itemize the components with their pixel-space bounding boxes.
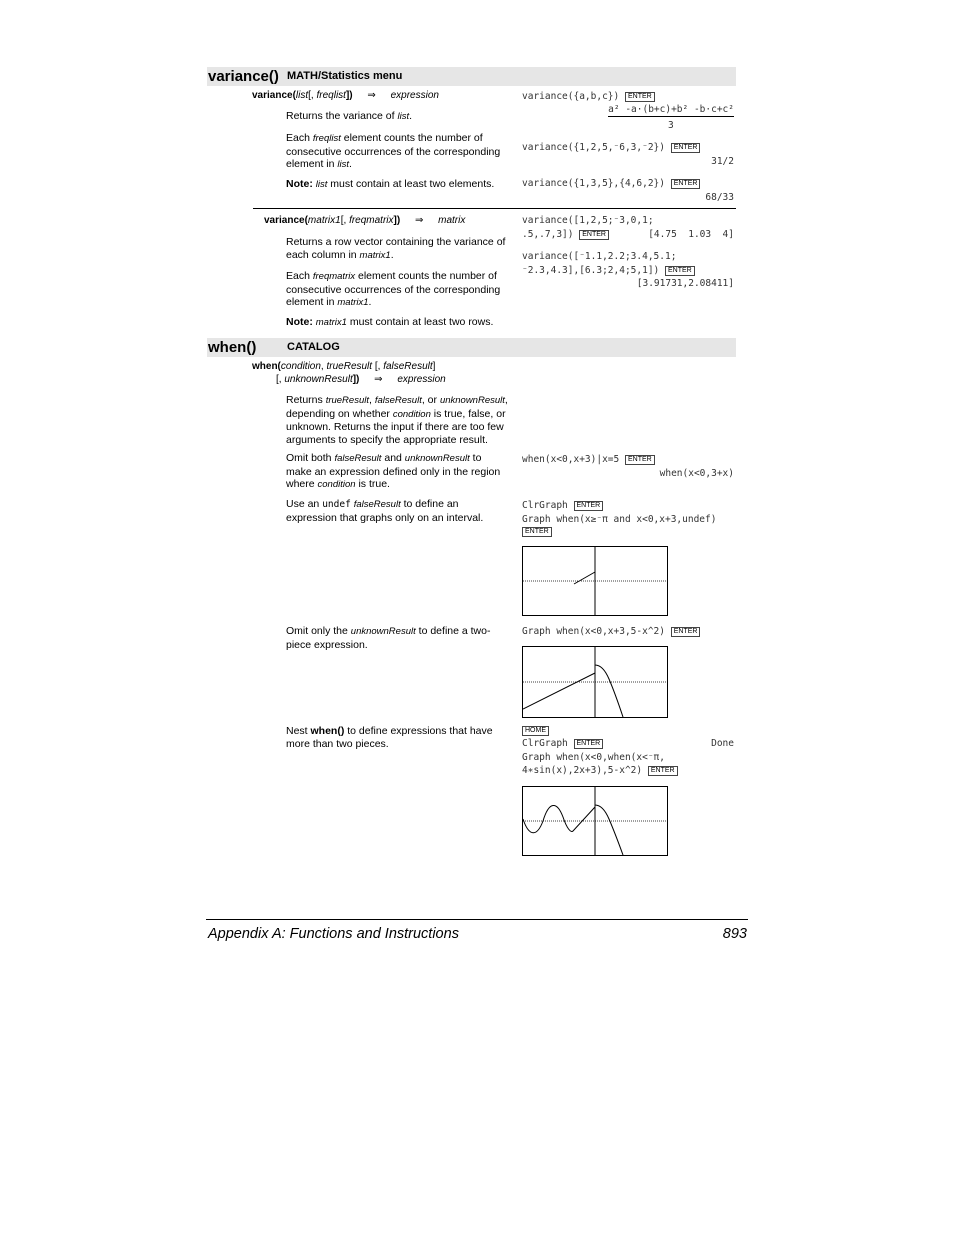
- example-result: [522, 103, 734, 116]
- divider: [253, 208, 736, 209]
- optional-bracket: ]: [432, 361, 436, 372]
- close-paren: ]): [345, 90, 353, 101]
- syntax-line: [276, 373, 446, 386]
- example-result: [3.91731,2.08411]: [636, 278, 734, 289]
- argument: condition: [317, 479, 356, 490]
- text: is true.: [355, 478, 390, 490]
- argument: freqlist: [312, 133, 341, 144]
- enter-key-icon: ENTER: [671, 143, 701, 153]
- enter-key-icon: ENTER: [574, 501, 604, 511]
- graph-screen-nested: [522, 786, 668, 856]
- text: , depending on whether: [286, 394, 508, 420]
- arrow-icon: ⇒: [367, 90, 376, 101]
- argument: falseResult: [383, 361, 433, 372]
- argument: trueResult: [326, 361, 373, 372]
- function-name: when(): [310, 725, 345, 737]
- argument: matrix1: [315, 317, 347, 328]
- argument: condition: [392, 408, 431, 420]
- text: must contain at least two rows.: [346, 316, 494, 328]
- argument: unknownResult: [439, 395, 505, 406]
- return-type: expression: [397, 374, 446, 385]
- optional-bracket: [,: [340, 215, 350, 226]
- section-header-when: [207, 338, 736, 357]
- text: .: [390, 248, 394, 261]
- enter-key-icon: ENTER: [665, 266, 695, 276]
- graph-screen-interval: [522, 546, 668, 616]
- argument: freqmatrix: [312, 271, 356, 282]
- example-command: [522, 724, 549, 737]
- arrow-icon: ⇒: [414, 215, 424, 226]
- home-key-icon: HOME: [522, 726, 549, 736]
- text: Returns the variance of: [286, 110, 398, 122]
- argument: list: [337, 159, 349, 170]
- description: [286, 110, 508, 124]
- function-name: variance(: [264, 215, 308, 226]
- example-command: [522, 737, 603, 750]
- plot-curve-right: [595, 665, 623, 717]
- fraction-numerator: a² -a·(b+c)+b² -b·c+c²: [608, 104, 734, 115]
- argument: trueResult: [325, 395, 369, 406]
- command-text: variance({a,b,c}): [522, 91, 620, 102]
- page-number: 893: [722, 926, 747, 942]
- graph-screen-two-piece: [522, 646, 668, 718]
- text: must contain at least two elements.: [327, 178, 495, 190]
- enter-key-icon: ENTER: [671, 627, 701, 637]
- command-text: Graph when(x<0,x+3,5-x^2): [522, 626, 665, 637]
- syntax-line: [252, 89, 439, 102]
- enter-key-icon: ENTER: [671, 179, 701, 189]
- example-command: [522, 141, 700, 154]
- optional-bracket: [,: [308, 90, 317, 101]
- menu-location: MATH/Statistics menu: [287, 70, 403, 82]
- argument: falseResult: [334, 453, 382, 464]
- plot-line: [574, 572, 595, 584]
- example-command: [522, 453, 655, 466]
- enter-key-icon: ENTER: [522, 527, 552, 537]
- example-command: [522, 764, 678, 777]
- description: [286, 498, 508, 524]
- argument: falseResult: [353, 499, 401, 510]
- argument: list: [295, 90, 309, 101]
- argument: unknownResult: [284, 374, 353, 385]
- example-command: variance([⁻1.1,2.2;3.4,5.1;: [522, 251, 677, 262]
- enter-key-icon: ENTER: [625, 92, 655, 102]
- example-command: [522, 625, 700, 638]
- command-text: when(x<0,x+3)|x=5: [522, 454, 620, 465]
- text: and: [381, 452, 405, 464]
- argument: list: [315, 179, 328, 190]
- text: Returns: [286, 394, 326, 406]
- enter-key-icon: ENTER: [625, 455, 655, 465]
- description: [286, 270, 508, 310]
- command-text: variance({1,3,5},{4,6,2}): [522, 178, 665, 189]
- return-type: expression: [390, 90, 439, 101]
- example-command: [522, 264, 695, 277]
- syntax-line: [264, 214, 465, 227]
- footer-title: Appendix A: Functions and Instructions: [208, 926, 459, 942]
- argument: matrix1: [337, 297, 369, 308]
- example-command: [522, 90, 655, 103]
- example-result: 31/2: [711, 156, 734, 167]
- plot-curve-left: [523, 805, 595, 832]
- argument: matrix1: [307, 215, 341, 226]
- menu-location: CATALOG: [287, 341, 340, 353]
- close-paren: ]): [393, 215, 401, 226]
- example-command: [522, 228, 609, 241]
- note: [286, 316, 508, 330]
- example-command: [522, 177, 700, 190]
- command-text: ClrGraph: [522, 500, 568, 511]
- text: is true, false, or unknown. Returns the input if there are too few arguments to specify the appropriate result.: [286, 407, 506, 446]
- function-name: variance(: [252, 90, 296, 101]
- argument: unknownResult: [404, 453, 470, 464]
- section-header-variance: [207, 67, 736, 86]
- command-text: 4∗sin(x),2x+3),5-x^2): [522, 765, 643, 776]
- text: Omit only the: [286, 625, 351, 637]
- arrow-icon: ⇒: [374, 374, 383, 385]
- text: .: [368, 296, 372, 308]
- syntax-line: when(condition, trueResult [, falseResult]: [252, 361, 436, 372]
- enter-key-icon: ENTER: [648, 766, 678, 776]
- argument: freqlist: [316, 90, 346, 101]
- example-result: 68/33: [705, 192, 734, 203]
- text: element counts the number of consecutive occurrences of the corresponding element in: [286, 270, 501, 308]
- command-text: ClrGraph: [522, 738, 568, 749]
- function-name: when(: [252, 361, 281, 372]
- argument: list: [397, 111, 410, 122]
- text: .: [349, 158, 352, 170]
- fraction-denominator: 3: [668, 120, 674, 131]
- footer-rule: [206, 919, 748, 920]
- argument: falseResult: [374, 395, 422, 406]
- example-command: [522, 499, 603, 512]
- command-text: variance({1,2,5,⁻6,3,⁻2}): [522, 142, 665, 153]
- section-title: variance(): [208, 68, 279, 85]
- text: ,: [369, 394, 375, 406]
- argument: unknownResult: [350, 626, 416, 637]
- text: Each: [286, 270, 313, 282]
- section-title: when(): [208, 339, 257, 356]
- argument: freqmatrix: [349, 215, 394, 226]
- text: Nest: [286, 725, 311, 737]
- description: [286, 725, 508, 750]
- text: .: [409, 110, 413, 122]
- example-command: Graph when(x≥⁻π and x<0,x+3,undef): [522, 514, 717, 525]
- plot-curve-right: [595, 805, 623, 855]
- example-result: Done: [711, 738, 734, 749]
- description: [286, 452, 508, 492]
- description: [286, 625, 508, 651]
- description: [286, 132, 508, 172]
- command-text: .5,.7,3]): [522, 229, 574, 240]
- description: [286, 236, 508, 262]
- text: Returns a row vector containing the variance of each column in: [286, 236, 506, 261]
- text: to define an expression that graphs only on an interval.: [286, 498, 484, 524]
- note: [286, 178, 508, 192]
- example-result: when(x<0,3+x): [659, 468, 734, 479]
- optional-bracket: [,: [276, 374, 285, 385]
- code-text: undef: [322, 499, 351, 510]
- note-label: Note:: [286, 316, 313, 328]
- plot-line-left: [523, 673, 595, 709]
- enter-key-icon: ENTER: [574, 739, 604, 749]
- argument: matrix1: [359, 249, 391, 261]
- text: to make an expression defined only in the region where: [286, 452, 501, 490]
- example-command: [522, 525, 552, 538]
- text: Use an: [286, 498, 323, 510]
- description: [286, 394, 508, 446]
- text: Omit both: [286, 452, 335, 464]
- close-paren: ]): [352, 374, 360, 385]
- text: , or: [421, 394, 440, 406]
- text: to define expressions that have more than two pieces.: [286, 725, 493, 750]
- note-label: Note:: [286, 178, 313, 190]
- text: to define a two-piece expression.: [286, 625, 491, 651]
- argument: condition: [280, 361, 321, 372]
- return-type: matrix: [438, 215, 466, 226]
- text: element counts the number of consecutive occurrences of the corresponding element in: [286, 132, 501, 170]
- example-result: [4.75 1.03 4]: [648, 229, 734, 240]
- text: Each: [286, 132, 313, 144]
- optional-bracket: [,: [372, 361, 384, 372]
- example-command: variance([1,2,5;⁻3,0,1;: [522, 215, 654, 226]
- enter-key-icon: ENTER: [579, 230, 609, 240]
- example-command: Graph when(x<0,when(x<⁻π,: [522, 752, 665, 763]
- command-text: ⁻2.3,4.3],[6.3;2,4;5,1]): [522, 265, 660, 276]
